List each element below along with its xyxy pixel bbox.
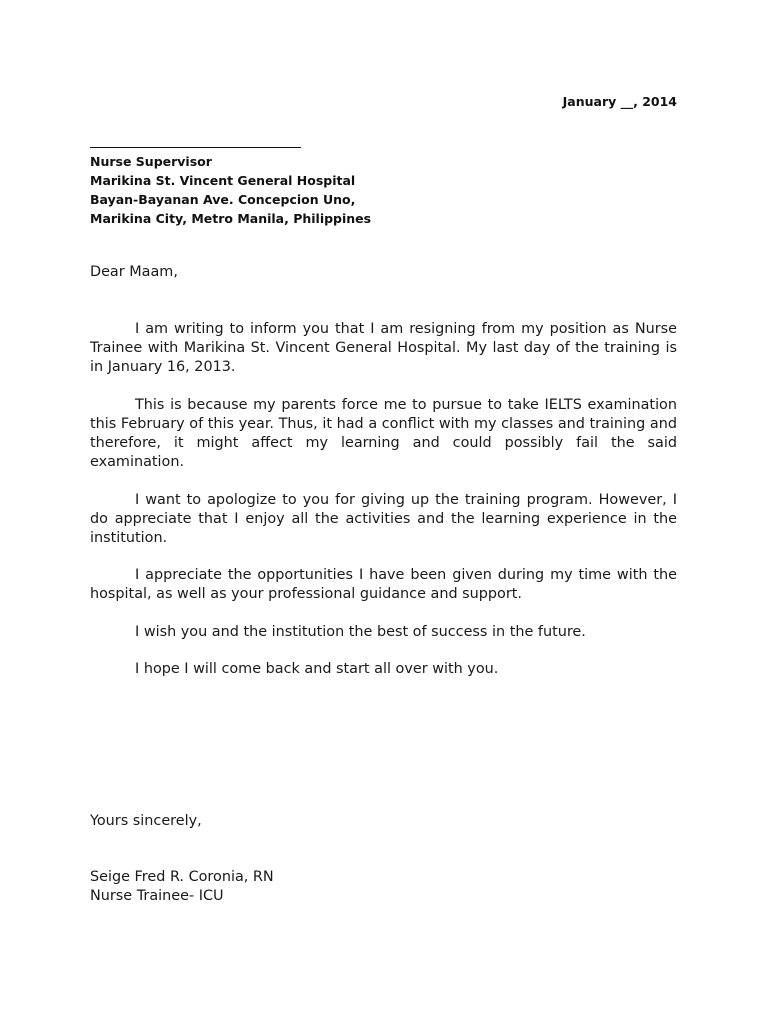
paragraph-reason: This is because my parents force me to pursue to take IELTS examination this February of this year. Thus, it had a conflict with my classes and training and therefore, it might affect my learning and could possibly fail the said examination. <box>90 397 677 470</box>
recipient-city: Marikina City, Metro Manila, Philippines <box>90 211 372 226</box>
salutation: Dear Maam, <box>90 264 178 280</box>
letter-date: January __, 2014 <box>562 94 677 109</box>
paragraph-appreciation: I appreciate the opportunities I have been given during my time with the hospital, as well as your professional guidance and support. <box>90 567 677 602</box>
paragraph-resignation: I am writing to inform you that I am resigning from my position as Nurse Trainee with Marikina St. Vincent General Hospital. My last day of the training is in January 16, 2013. <box>90 321 677 375</box>
signature-block <box>90 868 274 906</box>
recipient-address <box>90 133 690 228</box>
recipient-hospital: Marikina St. Vincent General Hospital <box>90 173 356 188</box>
signature-position: Nurse Trainee- ICU <box>90 888 224 904</box>
paragraph-wishes: I wish you and the institution the best of success in the future. <box>135 624 586 640</box>
recipient-street: Bayan-Bayanan Ave. Concepcion Uno, <box>90 192 356 207</box>
recipient-name-blank-line <box>90 133 301 148</box>
closing: Yours sincerely, <box>90 813 202 829</box>
recipient-title: Nurse Supervisor <box>90 154 212 169</box>
paragraph-apology: I want to apologize to you for giving up the training program. However, I do appreciate that I enjoy all the activities and the learning experience in the institution. <box>90 492 677 546</box>
paragraph-hope: I hope I will come back and start all over with you. <box>135 661 499 677</box>
signature-name: Seige Fred R. Coronia, RN <box>90 869 274 885</box>
